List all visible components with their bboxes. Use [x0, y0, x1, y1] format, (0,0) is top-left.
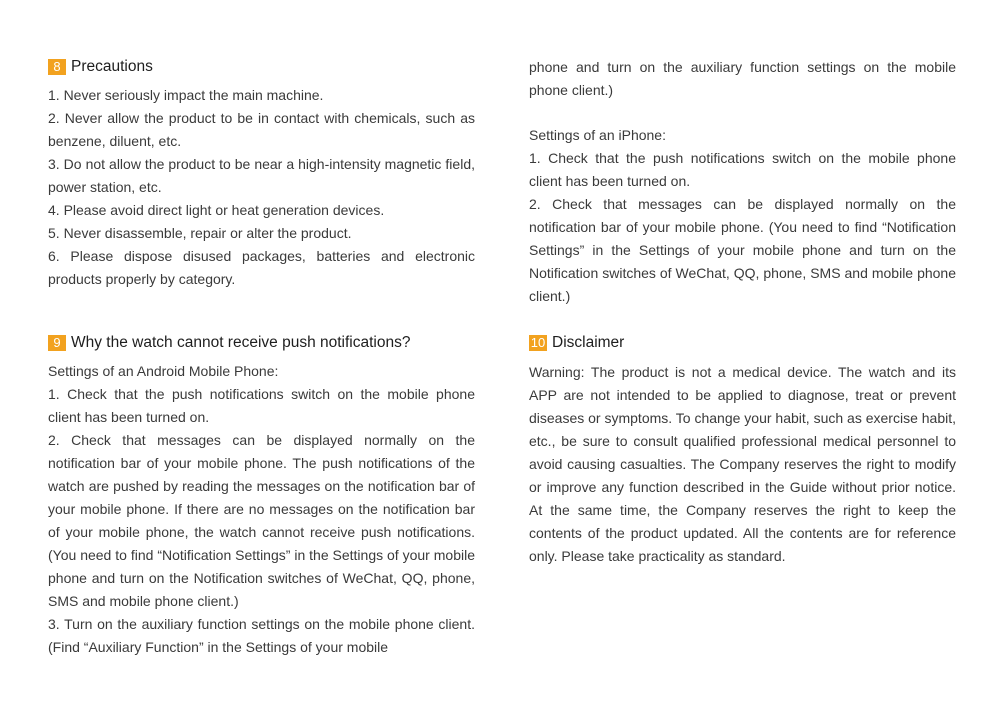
disclaimer-paragraph: Warning: The product is not a medical device. The watch and its APP are not intended to be applied to diagnose, treat or prevent diseases or symptoms. To change your habit, such as exercise habit, etc., be sure to consult qualified professional medical personnel to avoid causing casualties. The Company reserves the right to modify or improve any function described in the Guide without prior notice. At the same time, the Company reserves the right to keep the contents of the product updated. All the contents are for reference only. Please take practicality as standard. — [529, 364, 956, 564]
section-title: Disclaimer — [552, 334, 625, 351]
precautions-heading — [48, 58, 153, 76]
precaution-item: 5. Never disassemble, repair or alter the product. — [48, 225, 352, 241]
precautions-list — [48, 84, 475, 291]
disclaimer-heading — [529, 334, 624, 352]
precaution-item: 1. Never seriously impact the main machine. — [48, 87, 324, 103]
android-heading: Settings of an Android Mobile Phone: — [48, 363, 279, 379]
android-settings — [48, 360, 475, 659]
disclaimer-text — [529, 361, 956, 568]
precaution-item: 2. Never allow the product to be in contact with chemicals, such as benzene, diluent, etc. — [48, 110, 475, 149]
push-notifications-heading — [48, 334, 410, 352]
precaution-item: 4. Please avoid direct light or heat generation devices. — [48, 202, 385, 218]
section-number-badge: 8 — [48, 59, 66, 75]
section-number-badge: 9 — [48, 335, 66, 351]
precaution-item: 6. Please dispose disused packages, batteries and electronic products properly by category. — [48, 248, 475, 287]
android-item-continuation — [529, 56, 956, 102]
iphone-item: 2. Check that messages can be displayed normally on the notification bar of your mobile phone. (You need to find “Notification Settings” in the Settings of your mobile phone and turn on the Notification switches of WeChat, QQ, phone, SMS and mobile phone client.) — [529, 196, 956, 304]
android-item: 3. Turn on the auxiliary function settings on the mobile phone client.(Find “Auxiliary Function” in the Settings of your mobile — [48, 616, 475, 655]
iphone-settings — [529, 124, 956, 308]
iphone-heading: Settings of an iPhone: — [529, 127, 666, 143]
section-title: Why the watch cannot receive push notifications? — [71, 334, 411, 351]
precaution-item: 3. Do not allow the product to be near a high-intensity magnetic field, power station, etc. — [48, 156, 475, 195]
section-title: Precautions — [71, 58, 153, 75]
android-item: 1. Check that the push notifications switch on the mobile phone client has been turned on. — [48, 386, 475, 425]
android-item: 2. Check that messages can be displayed normally on the notification bar of your mobile phone. The push notifications of the watch are pushed by reading the messages on the notification bar of your mobile phone. If there are no messages on the notification bar of your mobile phone, the watch cannot receive push notifications. (You need to find “Notification Settings” in the Settings of your mobile phone and turn on the Notification switches of WeChat, QQ, phone, SMS and mobile phone client.) — [48, 432, 475, 609]
iphone-item: 1. Check that the push notifications switch on the mobile phone client has been turned on. — [529, 150, 956, 189]
section-number-badge: 10 — [530, 335, 546, 350]
android-item: phone and turn on the auxiliary function settings on the mobile phone client.) — [529, 59, 956, 98]
